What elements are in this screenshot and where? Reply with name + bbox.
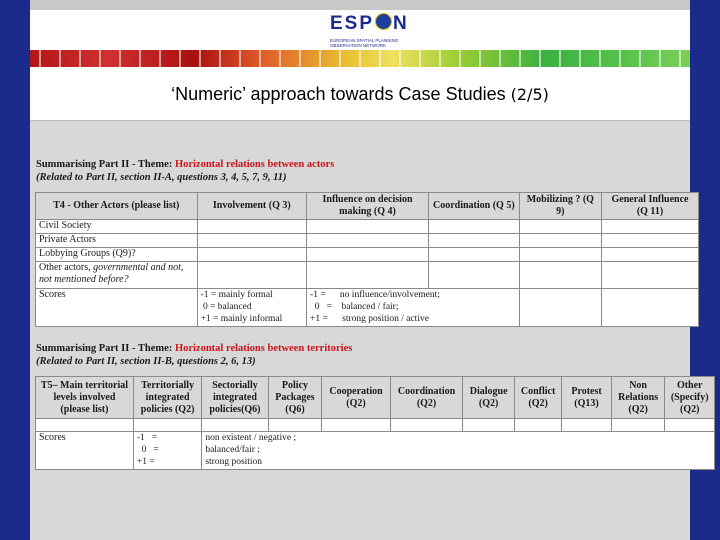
table-header: Territorially integrated policies (Q2) [133, 377, 201, 419]
section1-subheading: (Related to Part II, section II-A, questions 3, 4, 5, 7, 9, 11) [36, 172, 287, 183]
title-area [30, 67, 690, 121]
table-header: Mobilizing ? (Q 9) [519, 193, 601, 220]
table-header: General Influence (Q 11) [602, 193, 699, 220]
scores-legend-a: -1 = mainly formal 0 = balanced +1 = mainly informal [197, 289, 306, 327]
logo-area [30, 10, 690, 50]
slide [30, 0, 709, 540]
table-header: Coordination (Q 5) [428, 193, 519, 220]
table-header: Cooperation (Q2) [322, 377, 390, 419]
table-header: Dialogue (Q2) [463, 377, 515, 419]
territories-table [35, 376, 715, 470]
row-label: Civil Society [36, 220, 198, 234]
slide-title: ‘Numeric’ approach towards Case Studies (2/5) [171, 84, 549, 104]
table-header: Influence on decision making (Q 4) [307, 193, 429, 220]
table-header: Conflict (Q2) [514, 377, 561, 419]
logo-subtitle: EUROPEAN SPATIAL PLANNING OBSERVATION NETWORK [330, 38, 399, 48]
table-header: Non Relations (Q2) [611, 377, 665, 419]
section2-heading: Summarising Part II - Theme: Horizontal relations between territories [36, 343, 353, 354]
table-header: Other (Specify) (Q2) [665, 377, 715, 419]
row-label: Lobbying Groups (Q9)? [36, 248, 198, 262]
table-header: Coordination (Q2) [390, 377, 463, 419]
espon-logo: ESP N [330, 13, 409, 34]
table-header: T4 - Other Actors (please list) [36, 193, 198, 220]
scores-label: Scores [36, 289, 198, 327]
table-header: Sectorially integrated policies(Q6) [202, 377, 268, 419]
section1-heading: Summarising Part II - Theme: Horizontal relations between actors [36, 159, 335, 170]
table-header: Policy Packages (Q6) [268, 377, 322, 419]
content-area [30, 121, 709, 540]
table-header: Protest (Q13) [562, 377, 611, 419]
section2-subheading: (Related to Part II, section II-B, questions 2, 6, 13) [36, 356, 256, 367]
eu-globe-icon [375, 13, 392, 30]
actors-table [35, 192, 699, 327]
top-bar [30, 0, 690, 10]
scores-legend-a: -1 = 0 = +1 = [133, 432, 201, 470]
table-header: T5– Main territorial levels involved (please list) [36, 377, 134, 419]
scores-legend-b: -1 = no influence/involvement; 0 = balanced / fair; +1 = strong position / active [307, 289, 520, 327]
row-label: Private Actors [36, 234, 198, 248]
scores-legend-b: non existent / negative ; balanced/fair ; strong position [202, 432, 715, 470]
table-header: Involvement (Q 3) [197, 193, 306, 220]
row-label: Other actors, governmental and not, not mentioned before? [36, 262, 198, 289]
scores-label: Scores [36, 432, 134, 470]
map-banner [30, 50, 690, 67]
